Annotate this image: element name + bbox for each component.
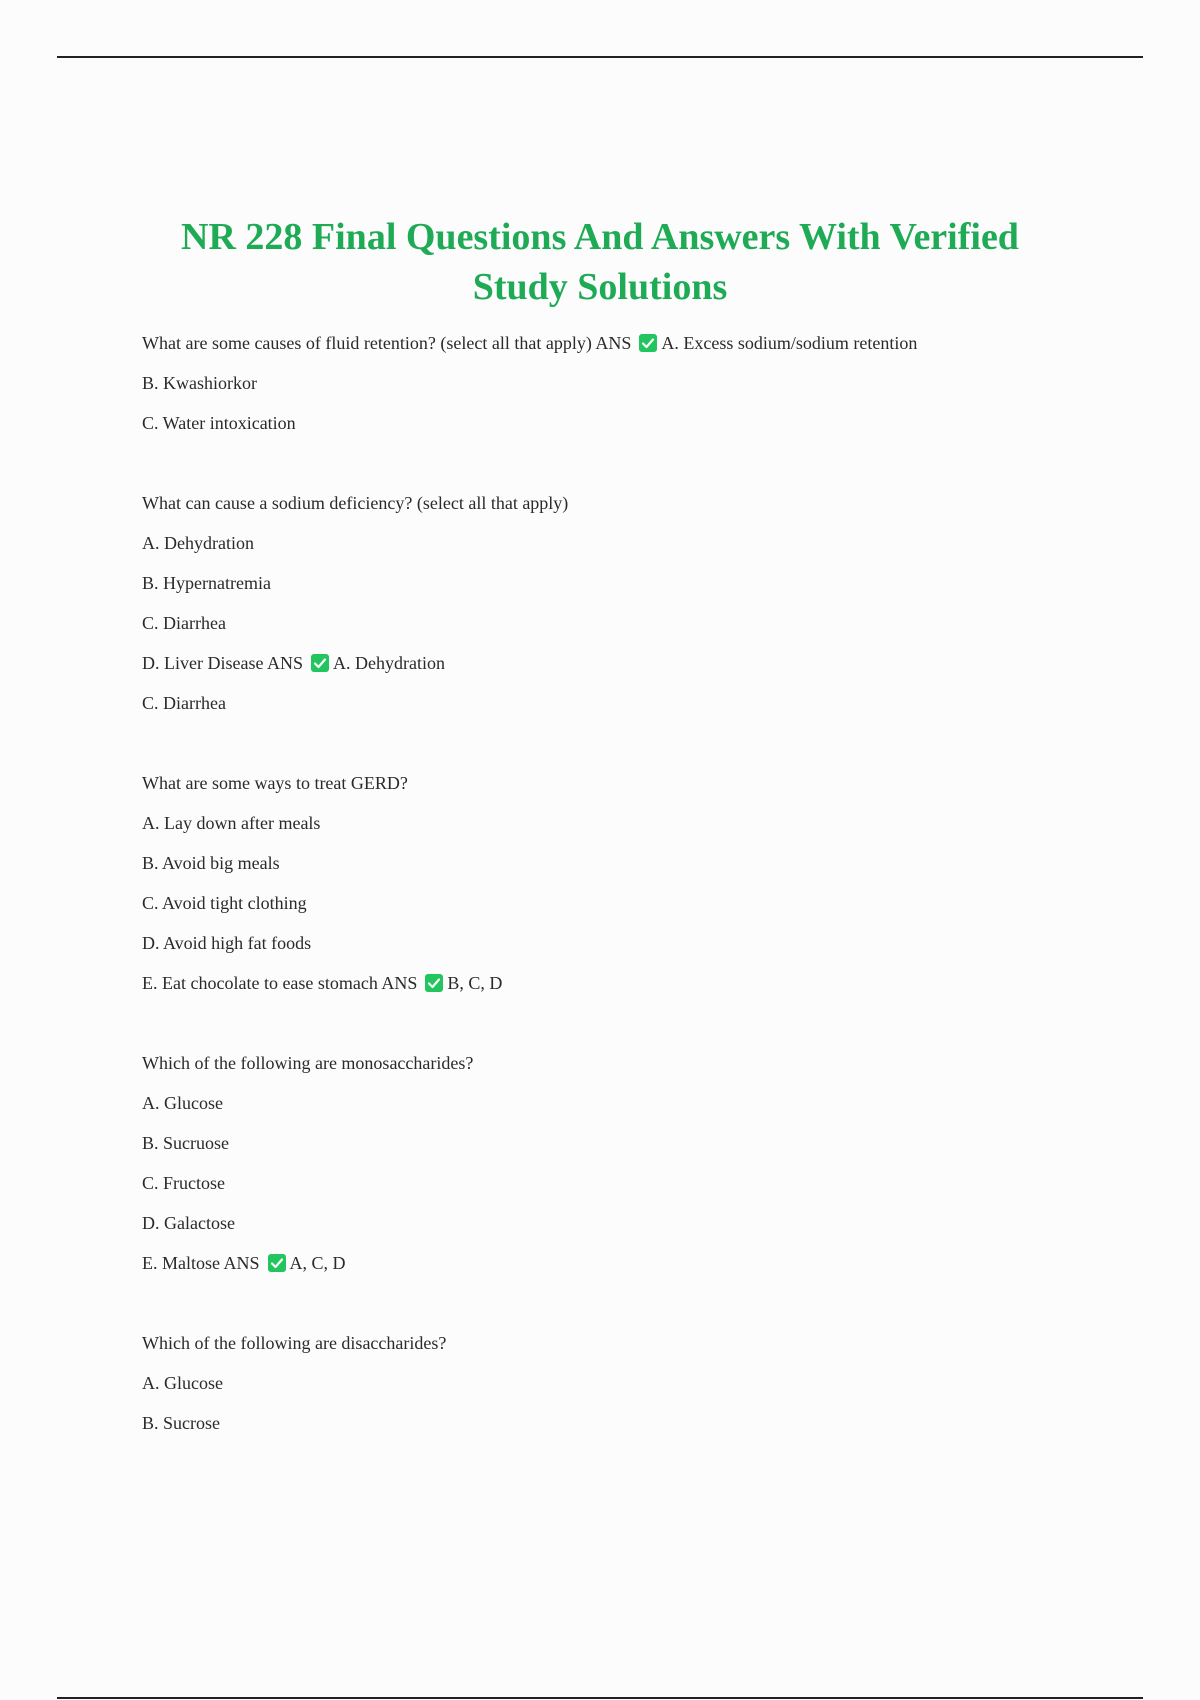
question-block bbox=[142, 1328, 1092, 1448]
option-line bbox=[142, 1088, 1092, 1128]
line-text: What can cause a sodium deficiency? (select all that apply) bbox=[142, 493, 569, 513]
line-text: What are some ways to treat GERD? bbox=[142, 773, 408, 793]
question-text bbox=[142, 1048, 1092, 1088]
checkmark-icon bbox=[639, 334, 657, 352]
line-text: Which of the following are disaccharides? bbox=[142, 1333, 447, 1353]
question-gap bbox=[142, 1288, 1092, 1328]
question-text bbox=[142, 1328, 1092, 1368]
line-text: D. Liver Disease ANS bbox=[142, 653, 303, 673]
footer-rule bbox=[57, 1697, 1143, 1699]
question-text bbox=[142, 488, 1092, 528]
line-text: B. Sucruose bbox=[142, 1133, 229, 1153]
option-line bbox=[142, 408, 1092, 448]
line-text: B. Hypernatremia bbox=[142, 573, 271, 593]
line-text: E. Maltose ANS bbox=[142, 1253, 260, 1273]
checkmark-icon bbox=[425, 974, 443, 992]
line-text: C. Diarrhea bbox=[142, 613, 226, 633]
option-line bbox=[142, 888, 1092, 928]
question-text bbox=[142, 328, 1092, 368]
question-block bbox=[142, 328, 1092, 448]
option-line bbox=[142, 968, 1092, 1008]
option-line bbox=[142, 648, 1092, 688]
question-gap bbox=[142, 448, 1092, 488]
option-line bbox=[142, 808, 1092, 848]
title-line-2: Study Solutions bbox=[472, 266, 728, 308]
line-text: A. Lay down after meals bbox=[142, 813, 321, 833]
question-list bbox=[142, 328, 1092, 1448]
option-line bbox=[142, 1248, 1092, 1288]
answer-text: B, C, D bbox=[447, 973, 503, 993]
option-line bbox=[142, 568, 1092, 608]
option-line bbox=[142, 928, 1092, 968]
option-line bbox=[142, 1168, 1092, 1208]
option-line bbox=[142, 528, 1092, 568]
option-line bbox=[142, 1208, 1092, 1248]
option-line bbox=[142, 688, 1092, 728]
title-line-1: NR 228 Final Questions And Answers With Verified bbox=[181, 216, 1019, 258]
question-block bbox=[142, 1048, 1092, 1288]
option-line bbox=[142, 1408, 1092, 1448]
line-text: A. Glucose bbox=[142, 1373, 223, 1393]
checkmark-icon bbox=[311, 654, 329, 672]
line-text: B. Avoid big meals bbox=[142, 853, 280, 873]
line-text: What are some causes of fluid retention? (select all that apply) ANS bbox=[142, 333, 632, 353]
answer-text: A. Dehydration bbox=[332, 653, 445, 673]
line-text: Which of the following are monosaccharides? bbox=[142, 1053, 474, 1073]
checkmark-icon bbox=[268, 1254, 286, 1272]
question-block bbox=[142, 488, 1092, 728]
line-text: C. Diarrhea bbox=[142, 693, 226, 713]
option-line bbox=[142, 608, 1092, 648]
line-text: A. Dehydration bbox=[142, 533, 254, 553]
line-text: C. Water intoxication bbox=[142, 413, 296, 433]
question-block bbox=[142, 768, 1092, 1008]
document-title bbox=[100, 212, 1100, 312]
line-text: A. Glucose bbox=[142, 1093, 223, 1113]
question-text bbox=[142, 768, 1092, 808]
line-text: D. Galactose bbox=[142, 1213, 235, 1233]
answer-text: A, C, D bbox=[289, 1253, 346, 1273]
line-text: B. Kwashiorkor bbox=[142, 373, 257, 393]
line-text: E. Eat chocolate to ease stomach ANS bbox=[142, 973, 418, 993]
line-text: C. Fructose bbox=[142, 1173, 225, 1193]
question-gap bbox=[142, 728, 1092, 768]
answer-text: A. Excess sodium/sodium retention bbox=[661, 333, 918, 353]
line-text: C. Avoid tight clothing bbox=[142, 893, 307, 913]
line-text: B. Sucrose bbox=[142, 1413, 220, 1433]
line-text: D. Avoid high fat foods bbox=[142, 933, 312, 953]
question-gap bbox=[142, 1008, 1092, 1048]
option-line bbox=[142, 368, 1092, 408]
option-line bbox=[142, 1368, 1092, 1408]
option-line bbox=[142, 1128, 1092, 1168]
option-line bbox=[142, 848, 1092, 888]
header-rule bbox=[57, 56, 1143, 58]
